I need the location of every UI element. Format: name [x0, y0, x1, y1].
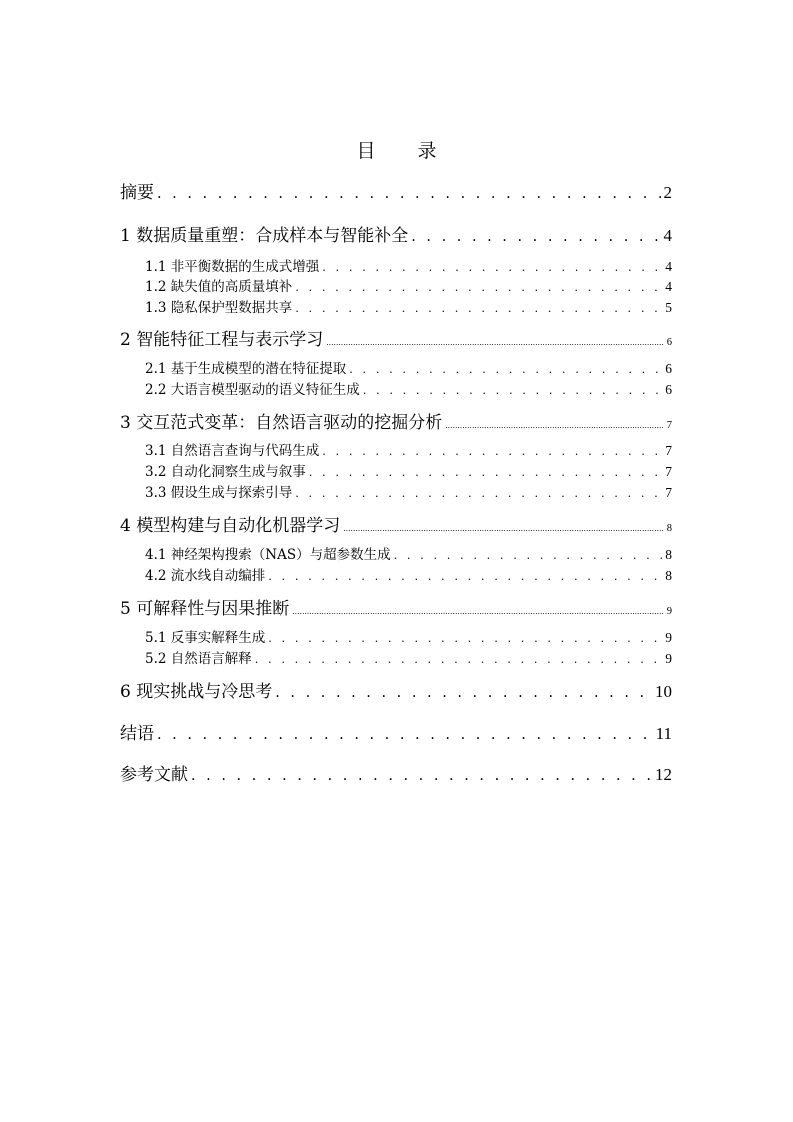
- toc-dot-leader: [445, 421, 664, 430]
- toc-dot-leader: [322, 260, 662, 274]
- toc-page-number: 4: [665, 259, 672, 274]
- toc-entry-section-5-2: [145, 647, 672, 667]
- toc-page-number: 11: [655, 724, 672, 743]
- toc-entry-label: 2.2 大语言模型驱动的语义特征生成: [145, 382, 360, 398]
- toc-entry-label: 5 可解释性与因果推断: [120, 599, 290, 619]
- toc-page-number: 2: [663, 183, 672, 202]
- toc-entry-section-3-2: [145, 460, 672, 480]
- toc-dot-leader: [295, 280, 662, 294]
- toc-entry-chapter-2: [120, 325, 672, 351]
- toc-entry-label: 3.1 自然语言查询与代码生成: [145, 443, 320, 459]
- toc-entry-label: 3 交互范式变革：自然语言驱动的挖掘分析: [120, 413, 443, 433]
- toc-entry-section-4-2: [145, 564, 672, 584]
- toc-entry-label: 4.1 神经架构搜索（NAS）与超参数生成: [145, 547, 391, 563]
- toc-entry-label: 5.2 自然语言解释: [145, 651, 252, 667]
- toc-entry-label: 2 智能特征工程与表示学习: [120, 330, 324, 350]
- toc-page-number: 5: [665, 300, 672, 315]
- toc-dot-leader: [411, 229, 660, 245]
- toc-entry-chapter-5: [120, 594, 672, 620]
- toc-entry-label: 1.2 缺失值的高质量填补: [145, 279, 293, 295]
- toc-entry-section-2-2: [145, 378, 672, 398]
- toc-dot-leader: [326, 338, 664, 347]
- toc-entry-references: [120, 760, 672, 786]
- toc-dot-leader: [322, 444, 662, 458]
- toc-entry-conclusion: [120, 719, 672, 745]
- toc-page-number: 7: [665, 464, 672, 479]
- toc-page-number: 9: [666, 606, 672, 617]
- toc-entry-section-3-1: [145, 439, 672, 459]
- toc-entry-section-1-2: [145, 275, 672, 295]
- toc-page-number: 9: [665, 651, 672, 666]
- toc-entry-label: 参考文献: [120, 765, 188, 785]
- toc-dot-leader: [157, 186, 661, 202]
- toc-page-number: 8: [666, 523, 672, 534]
- toc-dot-leader: [343, 524, 664, 533]
- toc-entry-label: 4 模型构建与自动化机器学习: [120, 516, 341, 536]
- toc-page-number: 8: [665, 547, 672, 562]
- toc-dot-leader: [292, 607, 664, 616]
- toc-dot-leader: [349, 362, 662, 376]
- toc-entry-label: 3.2 自动化洞察生成与叙事: [145, 464, 306, 480]
- toc-entry-label: 4.2 流水线自动编排: [145, 568, 266, 584]
- toc-entry-label: 3.3 假设生成与探索引导: [145, 485, 293, 501]
- toc-entry-label: 1.3 隐私保护型数据共享: [145, 300, 293, 316]
- toc-entry-chapter-4: [120, 511, 672, 537]
- toc-page-number: 8: [665, 568, 672, 583]
- toc-dot-leader: [268, 569, 662, 583]
- toc-page-number: 4: [665, 279, 672, 294]
- toc-dot-leader: [268, 631, 662, 645]
- toc-entry-section-1-1: [145, 255, 672, 275]
- toc-entry-label: 5.1 反事实解释生成: [145, 630, 266, 646]
- toc-entry-abstract: [120, 178, 672, 204]
- toc-page-number: 7: [665, 443, 672, 458]
- toc-entry-section-3-3: [145, 481, 672, 501]
- toc-page-number: 6: [665, 382, 672, 397]
- toc-page-number: 9: [665, 630, 672, 645]
- toc-entry-label: 1.1 非平衡数据的生成式增强: [145, 259, 320, 275]
- toc-page-number: 6: [666, 337, 672, 348]
- toc-page-number: 7: [666, 420, 672, 431]
- toc-entry-label: 结语: [120, 724, 154, 744]
- toc-page-number: 6: [665, 361, 672, 376]
- toc-dot-leader: [157, 727, 653, 743]
- toc-entry-label: 1 数据质量重塑：合成样本与智能补全: [120, 226, 409, 246]
- toc-dot-leader: [363, 383, 662, 397]
- toc-entry-label: 6 现实挑战与冷思考: [120, 682, 273, 702]
- toc-page-number: 10: [655, 682, 672, 701]
- toc-dot-leader: [295, 301, 662, 315]
- toc-entry-chapter-3: [120, 408, 672, 434]
- toc-dot-leader: [295, 486, 662, 500]
- toc-title: 目 录: [356, 140, 455, 162]
- toc-dot-leader: [394, 548, 663, 562]
- toc-entry-section-5-1: [145, 626, 672, 646]
- toc-entry-section-2-1: [145, 357, 672, 377]
- toc-page-number: 4: [663, 226, 672, 245]
- toc-dot-leader: [275, 685, 652, 701]
- toc-dot-leader: [255, 652, 662, 666]
- toc-entry-label: 2.1 基于生成模型的潜在特征提取: [145, 361, 347, 377]
- toc-entry-chapter-6: [120, 677, 672, 703]
- toc-entry-label: 摘要: [120, 183, 154, 203]
- toc-dot-leader: [191, 768, 652, 784]
- toc-entry-section-1-3: [145, 296, 672, 316]
- toc-entry-chapter-1: [120, 221, 672, 247]
- toc-page-number: 7: [665, 485, 672, 500]
- toc-entry-section-4-1: [145, 543, 672, 563]
- toc-page-number: 12: [655, 765, 672, 784]
- toc-dot-leader: [309, 465, 662, 479]
